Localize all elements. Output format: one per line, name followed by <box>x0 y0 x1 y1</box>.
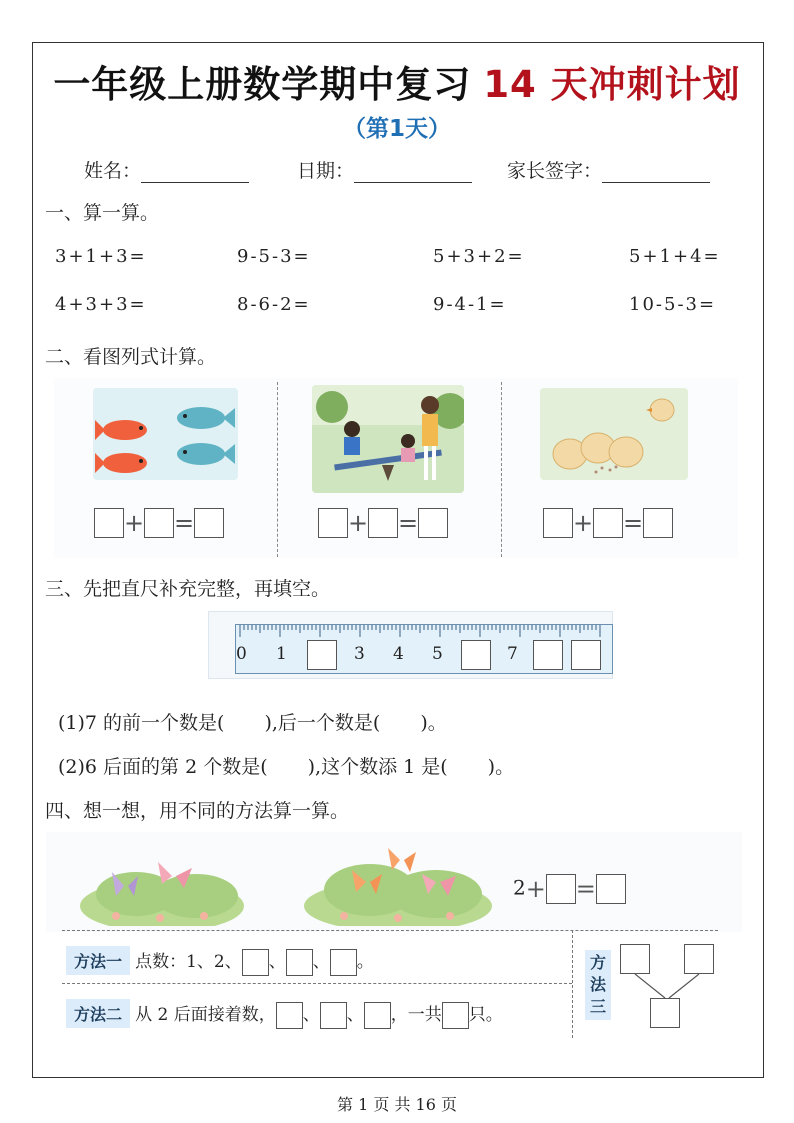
ruler-blank-9[interactable] <box>571 640 601 670</box>
section4-heading: 四、想一想，用不同的方法算一算。 <box>45 800 350 822</box>
answer-box[interactable] <box>364 1002 391 1029</box>
answer-box[interactable] <box>94 508 124 538</box>
split-box-right[interactable] <box>684 944 714 974</box>
method-3-char: 法 <box>589 975 606 994</box>
method-1-row <box>66 946 374 976</box>
page-footer: 第 1 页 共 16 页 <box>337 1095 457 1114</box>
ruler-ticks <box>236 625 611 639</box>
equation-1 <box>94 508 224 538</box>
method-1-text: 点数：1、2、 <box>135 952 242 972</box>
bush-with-butterflies-1 <box>76 846 248 926</box>
q1-part-c: )。 <box>420 712 447 734</box>
answer-box[interactable] <box>543 508 573 538</box>
page-title <box>0 54 794 108</box>
ruler-number: 7 <box>507 644 518 664</box>
answer-box[interactable] <box>330 949 357 976</box>
fish-illustration <box>93 388 238 480</box>
name-blank[interactable] <box>141 164 249 183</box>
panel-divider-2 <box>501 382 502 557</box>
method-2-row <box>66 999 503 1029</box>
q2-part-c: )。 <box>487 756 515 778</box>
question-3-2 <box>58 752 514 779</box>
expr-1-2: 9-5-3= <box>237 246 311 267</box>
expr-1-1: 3+1+3= <box>55 246 147 267</box>
separator: 、 <box>302 1005 320 1025</box>
ruler-number: 0 <box>236 644 247 664</box>
parent-signature-field <box>507 156 710 183</box>
day-label: （第1天） <box>342 116 451 142</box>
answer-box[interactable] <box>643 508 673 538</box>
q1-part-a: (1)7 的前一个数是( <box>58 712 225 734</box>
split-box-left[interactable] <box>620 944 650 974</box>
method-3-char: 三 <box>589 997 606 1016</box>
method-1-label: 方法一 <box>66 946 130 975</box>
separator: 、 <box>312 952 330 972</box>
ruler-number: 1 <box>276 644 287 664</box>
panel-divider-1 <box>277 382 278 557</box>
equals-sign: = <box>174 509 195 537</box>
answer-box[interactable] <box>596 874 626 904</box>
expr-1-4: 5+1+4= <box>629 246 721 267</box>
answer-box[interactable] <box>318 508 348 538</box>
date-blank[interactable] <box>354 164 472 183</box>
title-plan: 14 天冲刺计划 <box>483 63 741 106</box>
answer-box[interactable] <box>286 949 313 976</box>
method-2-unit: 只。 <box>468 1005 503 1025</box>
answer-box[interactable] <box>418 508 448 538</box>
method-2-text: 从 2 后面接着数， <box>135 1005 276 1025</box>
section3-heading: 三、先把直尺补充完整，再填空。 <box>45 578 331 600</box>
equation-3 <box>543 508 673 538</box>
section1-heading: 一、算一算。 <box>45 202 160 224</box>
method-divider <box>62 983 572 984</box>
q2-part-a: (2)6 后面的第 2 个数是( <box>58 756 268 778</box>
fish-picture <box>93 388 238 480</box>
plus-sign: + <box>573 509 594 537</box>
ruler-number: 4 <box>393 644 404 664</box>
answer-box[interactable] <box>593 508 623 538</box>
method3-divider <box>572 930 573 1038</box>
equals-sign: = <box>398 509 419 537</box>
method-3-label <box>585 950 611 1020</box>
methods-top-border <box>62 930 718 931</box>
parent-blank[interactable] <box>602 164 710 183</box>
name-label: 姓名： <box>84 160 142 182</box>
ruler-number: 5 <box>432 644 443 664</box>
period: 。 <box>356 952 374 972</box>
children-seesaw-illustration <box>312 385 464 493</box>
chicks-illustration <box>540 388 688 480</box>
parent-label: 家长签字： <box>507 160 603 182</box>
answer-box[interactable] <box>144 508 174 538</box>
eq-number: 2 <box>513 875 526 900</box>
q1-part-b: ),后一个数是( <box>264 712 381 734</box>
date-field <box>297 156 472 183</box>
expr-2-2: 8-6-2= <box>237 294 311 315</box>
method-2-total-text: ，一共 <box>390 1005 442 1025</box>
section2-heading: 二、看图列式计算。 <box>45 346 217 368</box>
ruler-number: 3 <box>354 644 365 664</box>
butterflies-illustration-1 <box>76 846 248 926</box>
plus-sign: + <box>124 509 145 537</box>
answer-box[interactable] <box>276 1002 303 1029</box>
answer-box[interactable] <box>546 874 576 904</box>
date-label: 日期： <box>297 160 355 182</box>
plus-sign: + <box>525 875 546 903</box>
answer-box[interactable] <box>242 949 269 976</box>
chicks-picture <box>540 388 688 480</box>
question-3-1 <box>58 708 447 735</box>
name-field <box>84 156 249 183</box>
method-3-char: 方 <box>589 953 606 972</box>
method-2-label: 方法二 <box>66 999 130 1028</box>
separator: 、 <box>346 1005 364 1025</box>
equals-sign: = <box>575 875 596 903</box>
ruler-frame <box>208 611 613 679</box>
answer-box[interactable] <box>442 1002 469 1029</box>
ruler-blank-6[interactable] <box>461 640 491 670</box>
answer-box[interactable] <box>320 1002 347 1029</box>
expr-2-4: 10-5-3= <box>629 294 717 315</box>
answer-box[interactable] <box>194 508 224 538</box>
expr-2-3: 9-4-1= <box>433 294 507 315</box>
bush-with-butterflies-2 <box>300 846 496 926</box>
split-box-total[interactable] <box>650 998 680 1028</box>
plus-sign: + <box>348 509 369 537</box>
split-lines <box>620 974 716 1000</box>
ruler-blank-8[interactable] <box>533 640 563 670</box>
separator: 、 <box>268 952 286 972</box>
expr-1-3: 5+3+2= <box>433 246 525 267</box>
q2-part-b: ),这个数添 1 是( <box>307 756 448 778</box>
answer-box[interactable] <box>368 508 398 538</box>
butterflies-illustration-2 <box>300 846 496 926</box>
butterfly-equation <box>513 874 626 904</box>
title-main: 一年级上册数学期中复习 <box>53 63 472 106</box>
equals-sign: = <box>623 509 644 537</box>
ruler-blank-2[interactable] <box>307 640 337 670</box>
equation-2 <box>318 508 448 538</box>
expr-2-1: 4+3+3= <box>55 294 147 315</box>
seesaw-picture <box>312 385 464 493</box>
ruler <box>235 624 613 674</box>
